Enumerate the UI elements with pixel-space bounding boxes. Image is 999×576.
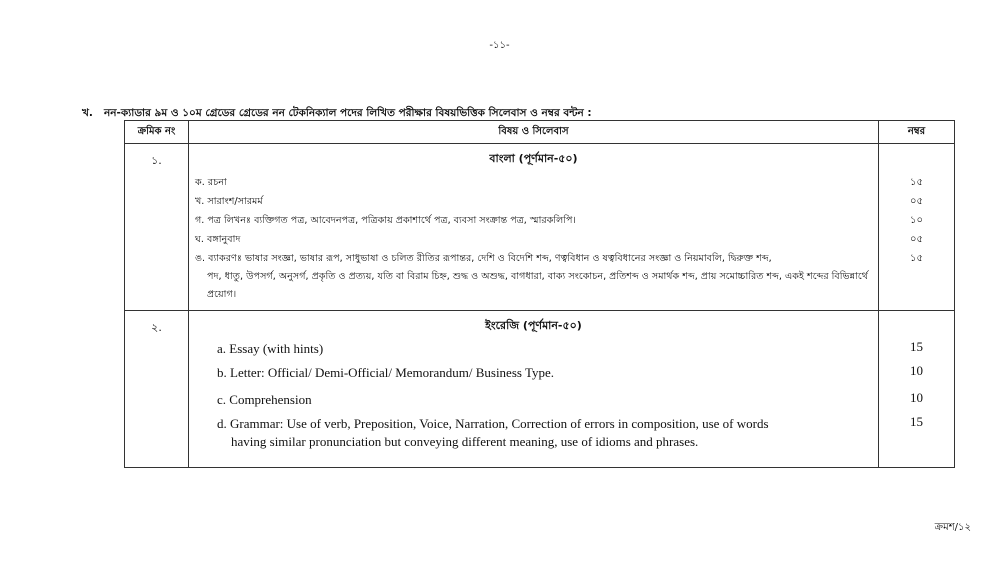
marks-value: ০৫ bbox=[910, 196, 923, 207]
marks-value: 10 bbox=[910, 363, 923, 378]
list-item: খ. সারাংশ/সারমর্ম bbox=[195, 196, 263, 207]
serial-cell: ১. bbox=[125, 144, 189, 311]
list-item-text: ঙ. ব্যাকরণঃ ভাষার সংজ্ঞা, ভাষার রূপ, সাধুভাষা ও চলিত রীতির রূপান্তর, দেশি ও বিদেশি শব্দ, ণত্ববিধান ও ষত্ববিধানের সংজ্ঞা ও নিয়মাবলি, দ্বিরুক্ত শব্দ, bbox=[195, 253, 772, 264]
header-marks: নম্বর bbox=[879, 121, 955, 144]
list-item: ক. রচনা bbox=[195, 177, 227, 188]
list-item: c. Comprehension bbox=[217, 392, 312, 407]
marks-value: ১৫ bbox=[910, 177, 923, 188]
list-item: b. Letter: Official/ Demi-Official/ Memorandum/ Business Type. bbox=[217, 365, 555, 380]
list-item: গ. পত্র লিখনঃ ব্যক্তিগত পত্র, আবেদনপত্র, পত্রিকায় প্রকাশার্থে পত্র, ব্যবসা সংক্রান্ত পত্র, স্মারকলিপি। bbox=[195, 215, 576, 226]
serial-cell: ২. bbox=[125, 311, 189, 468]
syllabus-cell bbox=[189, 311, 879, 468]
header-subject: বিষয় ও সিলেবাস bbox=[189, 121, 879, 144]
subject-title: বাংলা (পূর্ণমান-৫০) bbox=[489, 152, 578, 165]
list-item-continuation: having similar pronunciation but conveying different meaning, use of idioms and phrases. bbox=[231, 434, 699, 449]
marks-cell bbox=[879, 311, 955, 468]
list-item bbox=[217, 415, 878, 451]
table-row-english bbox=[125, 311, 955, 468]
marks-value: 15 bbox=[910, 339, 923, 354]
heading-text: নন-ক্যাডার ৯ম ও ১০ম গ্রেডের গ্রেডের নন টেকনিক্যাল পদের লিখিত পরীক্ষার বিষয়ভিত্তিক সিলেবাস ও নম্বর বন্টন : bbox=[104, 107, 592, 119]
marks-value: 15 bbox=[910, 414, 923, 429]
marks-value: ১৫ bbox=[910, 253, 923, 264]
table-row-bangla bbox=[125, 144, 955, 311]
list-item bbox=[195, 249, 878, 304]
bangla-item-list bbox=[189, 173, 878, 310]
syllabus-table bbox=[124, 120, 955, 468]
english-item-list bbox=[189, 340, 878, 467]
marks-cell bbox=[879, 144, 955, 311]
list-item: ঘ. বঙ্গানুবাদ bbox=[195, 234, 241, 245]
subject-title: ইংরেজি (পূর্ণমান-৫০) bbox=[485, 319, 582, 332]
table-header-row bbox=[125, 121, 955, 144]
marks-value: ০৫ bbox=[910, 234, 923, 245]
page-number: -১১- bbox=[489, 40, 510, 51]
list-item: a. Essay (with hints) bbox=[217, 341, 324, 356]
list-item-continuation: পদ, ধাতু, উপসর্গ, অনুসর্গ, প্রকৃতি ও প্রত্যয়, যতি বা বিরাম চিহ্ন, শুদ্ধ ও অশুদ্ধ, বাগধারা, বাক্য সংকোচন, প্রতিশব্দ ও সমার্থক শব্দ, প্রায় সমোচ্চারিত শব্দ, একই শব্দের বিভিন্নার্থে প্রয়োগ। bbox=[207, 271, 868, 300]
continuation-note: ক্রমশ/১২ bbox=[934, 522, 971, 533]
marks-value: 10 bbox=[910, 390, 923, 405]
list-item-text: d. Grammar: Use of verb, Preposition, Voice, Narration, Correction of errors in composition, use of words bbox=[217, 416, 769, 431]
header-serial: ক্রমিক নং bbox=[125, 121, 189, 144]
heading-prefix: খ. bbox=[82, 107, 93, 119]
marks-value: ১০ bbox=[910, 215, 923, 226]
syllabus-cell bbox=[189, 144, 879, 311]
